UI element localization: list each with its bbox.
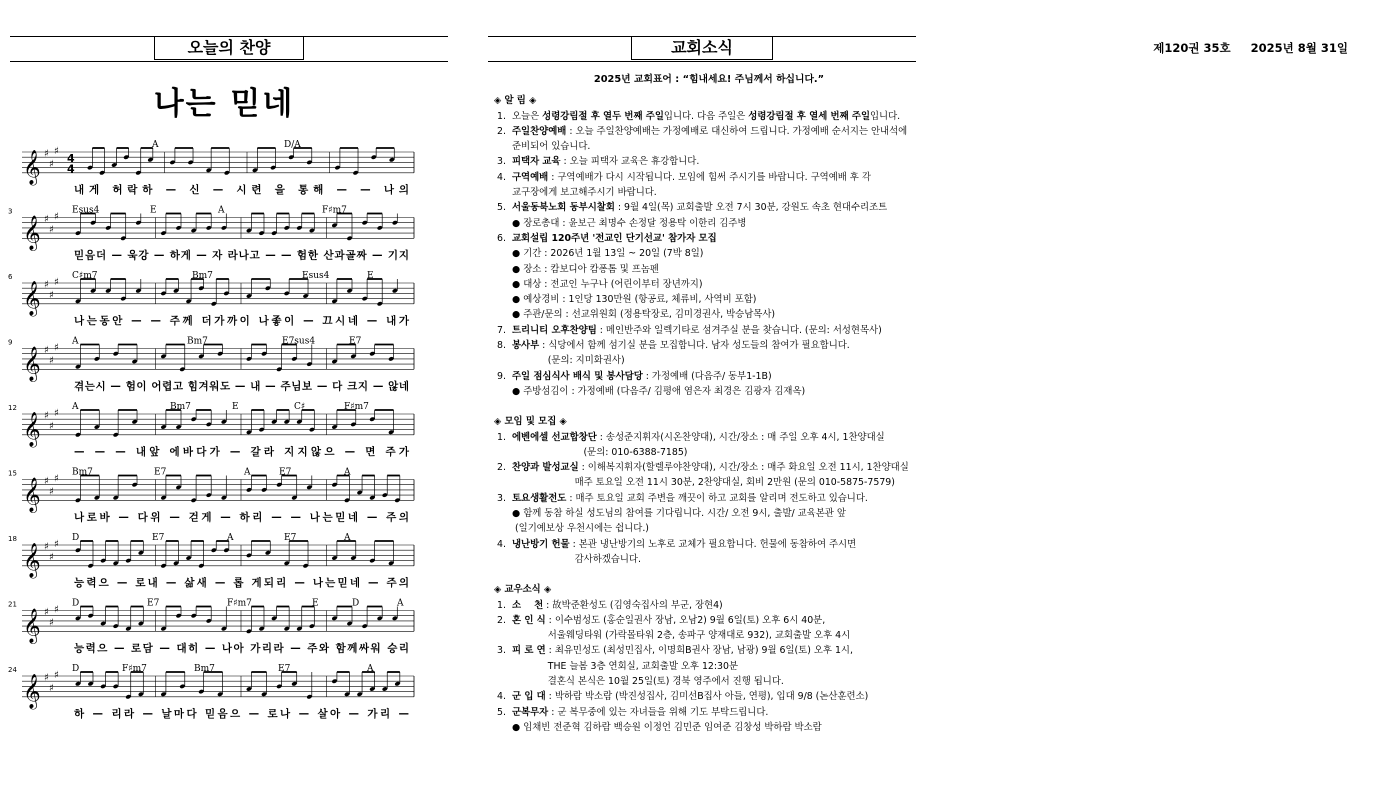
- news-item: 7. 트리니티 오후찬양팀 : 메인반주와 일렉기타로 섬겨주실 분을 찾습니다. (문의: 서성현목사): [497, 324, 882, 336]
- sharp-icon: ♯: [44, 672, 49, 684]
- song-title: 나는 믿네: [153, 86, 295, 122]
- news-item: 1. 소 천 : 故박준환성도 (김영숙집사의 부군, 장현4): [497, 599, 723, 611]
- news-continuation: (문의: 지미화권사): [512, 355, 625, 367]
- lyrics-line: 겪는시 — 험이 어렵고 힘겨워도 — 내 — 주님보 — 다 크지 — 않네: [74, 380, 409, 393]
- chord-symbol: Bm7: [170, 402, 191, 412]
- chord-symbol: F♯m7: [227, 598, 252, 609]
- chord-symbol: F♯m7: [322, 205, 347, 216]
- news-item: 3. 피 로 연 : 최유민성도 (최성민집사, 이명희B권사 장남, 남광) 9월 6일(토) 오후 1시,: [497, 645, 853, 657]
- chord-symbol: Bm7: [72, 467, 93, 478]
- news-continuation: 준비되어 있습니다.: [512, 141, 591, 153]
- sharp-icon: ♯: [54, 146, 59, 158]
- news-bullet: ● 기간 : 2026년 1월 13일 ~ 20일 (7박 8일): [512, 248, 704, 260]
- news-continuation: 서울웨딩타워 (가락몰타워 2층, 송파구 양재대로 932), 교회출발 오후 4시: [512, 630, 851, 642]
- news-continuation: (문의: 010-6388-7185): [512, 446, 688, 458]
- time-signature: 4: [67, 151, 75, 165]
- chord-symbol: E7: [152, 533, 165, 543]
- chord-symbol: D: [352, 598, 360, 609]
- lyrics-line: — — — 내앞 에바다가 — 갈라 지지않으 — 면 주가: [74, 445, 409, 458]
- news-section-title: ◈ 모임 및 모집 ◈: [494, 416, 567, 428]
- news-item: 1. 에벤에셀 선교합창단 : 송성준지휘자(시온찬양대), 시간/장소 : 매 주일 오후 4시, 1찬양대실: [497, 431, 885, 443]
- sharp-icon: ♯: [49, 224, 54, 236]
- news-continuation: 교구장에게 보고해주시기 바랍니다.: [512, 187, 657, 199]
- chord-symbol: A: [72, 336, 79, 347]
- chord-symbol: Esus4: [72, 205, 100, 216]
- sharp-icon: ♯: [44, 148, 49, 160]
- church-motto: 2025년 교회표어 : “힘내세요! 주님께서 하십니다.”: [593, 74, 825, 85]
- news-bullet: ● 주방섬김이 : 가정예배 (다음주/ 김평애 염은자 최경은 김광자 김재옥): [512, 385, 806, 397]
- news-bullet: ● 예상경비 : 1인당 130만원 (항공료, 체류비, 사역비 포함): [512, 294, 757, 306]
- chord-symbol: E7: [284, 533, 297, 543]
- news-continuation: THE 늘봄 3층 연회실, 교회출발 오후 12:30분: [512, 660, 739, 672]
- news-bullet: ● 임채빈 전준혁 김하람 백승원 이정언 김민준 임여준 김창성 박하람 박소람: [512, 721, 822, 733]
- news-item: 4. 냉난방기 헌물 : 본관 냉난방기의 노후로 교체가 필요합니다. 헌물에 동참하여 주시면: [497, 538, 857, 550]
- chord-symbol: A: [218, 205, 225, 216]
- sharp-icon: ♯: [49, 617, 54, 629]
- news-bullet: ● 함께 동참 하실 성도님의 참여를 기다립니다. 시간/ 오전 9시, 출발/ 교육본관 앞: [512, 508, 846, 520]
- lyrics-line: 능력으 — 로담 — 대히 — 나아 가리라 — 주와 함께싸워 승리: [74, 642, 410, 655]
- chord-symbol: E: [367, 271, 374, 281]
- sharp-icon: ♯: [49, 355, 54, 367]
- sharp-icon: ♯: [44, 476, 49, 488]
- chord-symbol: A: [344, 533, 351, 543]
- chord-symbol: E: [232, 402, 239, 412]
- chord-symbol: E7: [278, 664, 291, 674]
- news-continuation: 매주 토요일 오전 11시 30분, 2찬양대실, 회비 2만원 (문의 010-5875-7579): [512, 477, 895, 489]
- lyrics-line: 나로바 — 다위 — 걷게 — 하리 — — 나는믿네 — 주의: [74, 511, 409, 524]
- sharp-icon: ♯: [44, 541, 49, 553]
- treble-clef-icon: 𝄞: [23, 149, 41, 185]
- chord-symbol: A: [344, 467, 351, 478]
- sharp-icon: ♯: [44, 345, 49, 357]
- sharp-icon: ♯: [54, 539, 59, 551]
- treble-clef-icon: 𝄞: [23, 608, 41, 644]
- chord-symbol: Bm7: [187, 336, 208, 347]
- chord-symbol: A: [367, 664, 374, 674]
- news-item: 6. 교회설립 120주년 '전교인 단기선교' 참가자 모집: [497, 232, 717, 244]
- sharp-icon: ♯: [54, 473, 59, 485]
- measure-number: 3: [8, 207, 13, 216]
- news-item: 4. 군 입 대 : 박하람 박소람 (박진성집사, 김미선B집사 아들, 연평), 입대 9/8 (논산훈련소): [497, 691, 869, 703]
- time-signature: 4: [67, 162, 75, 176]
- chord-symbol: F♯m7: [344, 402, 369, 412]
- sharp-icon: ♯: [54, 604, 59, 616]
- news-item: 2. 혼 인 식 : 이수범성도 (홍순일권사 장남, 오남2) 9월 6일(토) 오후 6시 40분,: [497, 614, 826, 626]
- sharp-icon: ♯: [54, 342, 59, 354]
- chord-symbol: F♯m7: [122, 664, 147, 674]
- measure-number: 18: [8, 535, 17, 543]
- chord-symbol: C♯: [294, 402, 306, 412]
- measure-number: 9: [8, 338, 13, 347]
- sharp-icon: ♯: [49, 551, 54, 563]
- sheet-music: [8, 140, 422, 740]
- news-item: 2. 찬양과 발성교실 : 이해복지휘자(할렐루야찬양대), 시간/장소 : 매주 화요일 오전 11시, 1찬양대실: [497, 462, 909, 474]
- sharp-icon: ♯: [44, 279, 49, 291]
- measure-number: 21: [8, 600, 17, 609]
- sharp-icon: ♯: [54, 670, 59, 682]
- lyrics-line: 하 — 리라 — 날마다 믿음으 — 로나 — 살아 — 가리 —: [74, 707, 409, 720]
- sharp-icon: ♯: [44, 607, 49, 619]
- chord-symbol: Bm7: [194, 664, 215, 674]
- measure-number: 15: [8, 469, 17, 478]
- news-item: 5. 서울동북노회 동부시찰회 : 9월 4일(목) 교회출발 오전 7시 30분, 강원도 속초 현대수리조트: [497, 202, 888, 214]
- sharp-icon: ♯: [49, 682, 54, 694]
- chord-symbol: C♯m7: [72, 271, 98, 281]
- chord-symbol: A: [72, 402, 79, 412]
- sharp-icon: ♯: [44, 214, 49, 226]
- news-bullet: ● 주관/문의 : 선교위원회 (정용탁장로, 김미경권사, 박승남목사): [512, 309, 776, 321]
- church-news: [494, 72, 924, 735]
- chord-symbol: E7: [279, 467, 292, 478]
- news-item: 4. 구역예배 : 구역예배가 다시 시작됩니다. 모임에 힘써 주시기를 바랍니다. 구역예배 후 각: [497, 171, 871, 183]
- treble-clef-icon: 𝄞: [23, 542, 41, 578]
- chord-symbol: E: [312, 598, 319, 609]
- treble-clef-icon: 𝄞: [23, 411, 41, 447]
- chord-symbol: D: [72, 598, 80, 609]
- sharp-icon: ♯: [49, 420, 54, 432]
- chord-symbol: A: [244, 467, 251, 478]
- issue-info: 제120권 35호 2025년 8월 31일: [1153, 41, 1348, 55]
- treble-clef-icon: 𝄞: [23, 477, 41, 513]
- treble-clef-icon: 𝄞: [23, 673, 41, 709]
- news-item: 3. 피택자 교육 : 오늘 피택자 교육은 휴강합니다.: [497, 156, 700, 168]
- news-item: 3. 토요생활전도 : 매주 토요일 교회 주변을 깨끗이 하고 교회를 알리며 전도하고 있습니다.: [497, 492, 868, 504]
- lyrics-line: 믿음더 — 욱강 — 하게 — 자 라나고 — — 험한 산과골짜 — 기지: [74, 249, 409, 262]
- chord-symbol: A: [152, 140, 159, 150]
- treble-clef-icon: 𝄞: [23, 280, 41, 316]
- news-section-title: ◈ 교우소식 ◈: [494, 584, 552, 596]
- sharp-icon: ♯: [49, 289, 54, 301]
- treble-clef-icon: 𝄞: [23, 346, 41, 382]
- news-bullet: ● 장소 : 캄보디아 캄퐁톰 및 프놈펜: [512, 263, 659, 275]
- left-section-header: [10, 36, 448, 62]
- right-section-header: [488, 36, 916, 62]
- sharp-icon: ♯: [54, 277, 59, 289]
- chord-symbol: Bm7: [192, 271, 213, 281]
- measure-number: 12: [8, 404, 17, 412]
- left-header-label: 오늘의 찬양: [154, 36, 304, 60]
- lyrics-line: 능력으 — 로내 — 삶새 — 롭 게되리 — 나는믿네 — 주의: [74, 576, 409, 589]
- chord-symbol: E: [150, 205, 157, 216]
- news-item: 9. 주일 점심식사 배식 및 봉사담당 : 가정예배 (다음주/ 동부1-1B): [497, 370, 772, 382]
- sharp-icon: ♯: [49, 158, 54, 170]
- treble-clef-icon: 𝄞: [23, 215, 41, 251]
- chord-symbol: D: [72, 664, 80, 674]
- right-header-label: 교회소식: [631, 36, 773, 60]
- news-continuation: 결혼식 본식은 10월 25일(토) 경북 영주에서 진행 됩니다.: [512, 675, 784, 687]
- chord-symbol: E7: [349, 336, 362, 347]
- chord-symbol: D: [72, 533, 80, 543]
- news-continuation: 감사하겠습니다.: [512, 553, 641, 565]
- news-item: 8. 봉사부 : 식당에서 함께 섬기실 분을 모집합니다. 남자 성도들의 참여가 필요합니다.: [497, 340, 850, 352]
- sharp-icon: ♯: [49, 486, 54, 498]
- measure-number: 24: [8, 666, 17, 674]
- lyrics-line: 나는동안 — — 주께 더가까이 나좋이 — 끄시네 — 내가: [74, 314, 409, 327]
- chord-symbol: D/A: [284, 140, 301, 150]
- measure-number: 6: [8, 273, 13, 281]
- chord-symbol: E7: [154, 467, 167, 478]
- chord-symbol: E7sus4: [282, 336, 316, 347]
- news-bullet: ● 장로총대 : 윤보근 최명수 손정달 정용탁 이한리 김주병: [512, 217, 747, 229]
- news-section-title: ◈ 알 림 ◈: [494, 95, 537, 107]
- chord-symbol: E7: [147, 598, 160, 609]
- news-item: 5. 군복무자 : 군 복무중에 있는 자녀들을 위해 기도 부탁드립니다.: [497, 706, 769, 718]
- news-bullet: ● 대상 : 전교인 누구나 (어린이부터 장년까지): [512, 278, 703, 290]
- news-item: 1. 오늘은 성령강림절 후 열두 번째 주일입니다. 다음 주일은 성령강림절 후 열세 번째 주일입니다.: [497, 110, 901, 122]
- chord-symbol: A: [397, 598, 404, 609]
- news-body: [494, 93, 924, 735]
- news-continuation: (일기예보상 우천시에는 쉽니다.): [512, 523, 649, 535]
- news-item: 2. 주일찬양예배 : 오늘 주일찬양예배는 가정예배로 대신하여 드립니다. 가정예배 순서지는 안내석에: [497, 125, 908, 137]
- chord-symbol: Esus4: [302, 271, 330, 281]
- lyrics-line: 내게 허락하 — 신 — 시련 을 통해 — — 나의: [74, 183, 410, 196]
- sharp-icon: ♯: [54, 211, 59, 223]
- sharp-icon: ♯: [44, 410, 49, 422]
- sharp-icon: ♯: [54, 408, 59, 420]
- chord-symbol: A: [227, 533, 234, 543]
